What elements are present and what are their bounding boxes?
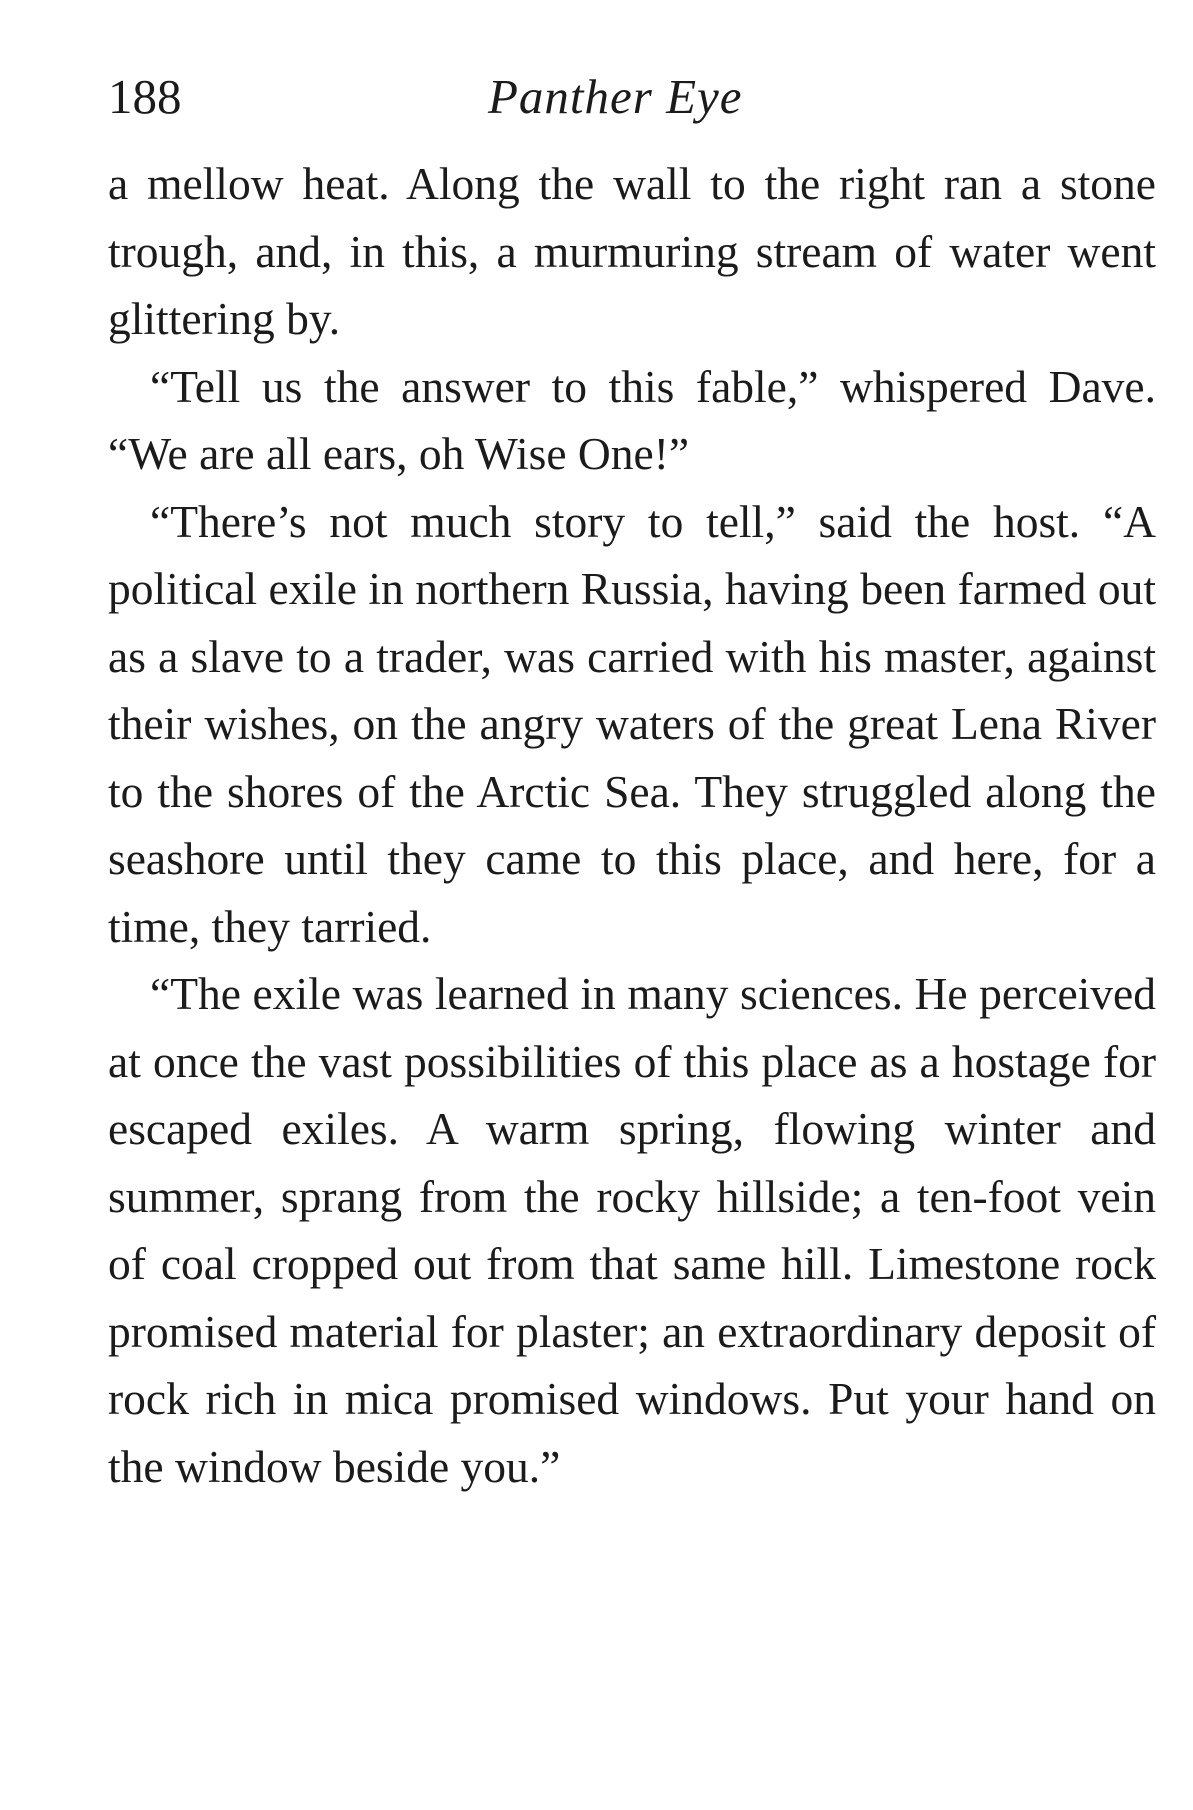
running-head: [108, 62, 1156, 132]
page-number: 188: [108, 69, 182, 124]
body-text: [108, 150, 1156, 1500]
paragraph-4: “The exile was learned in many sciences. He perceived at once the vast possibilities of this place as a hostage for escaped exiles. A warm spring, flowing winter and summer, sprang from the rocky hillside; a ten-foot vein of coal cropped out from that same hill. Limestone rock promised material for plaster; an extraordinary deposit of rock rich in mica promised windows. Put your hand on the window beside you.”: [108, 968, 1156, 1492]
running-title: Panther Eye: [488, 69, 743, 124]
paragraph-1: a mellow heat. Along the wall to the right ran a stone trough, and, in this, a murmuring stream of water went glittering by.: [108, 158, 1156, 344]
paragraph-2: “Tell us the answer to this fable,” whispered Dave. “We are all ears, oh Wise One!”: [108, 360, 1156, 479]
paragraph-3: “There’s not much story to tell,” said the host. “A political exile in northern Russia, having been farmed out as a slave to a trader, was carried with his master, against their wishes, on the angry waters of the great Lena River to the shores of the Arctic Sea. They struggled along the seashore until they came to this place, and here, for a time, they tarried.: [108, 495, 1156, 952]
